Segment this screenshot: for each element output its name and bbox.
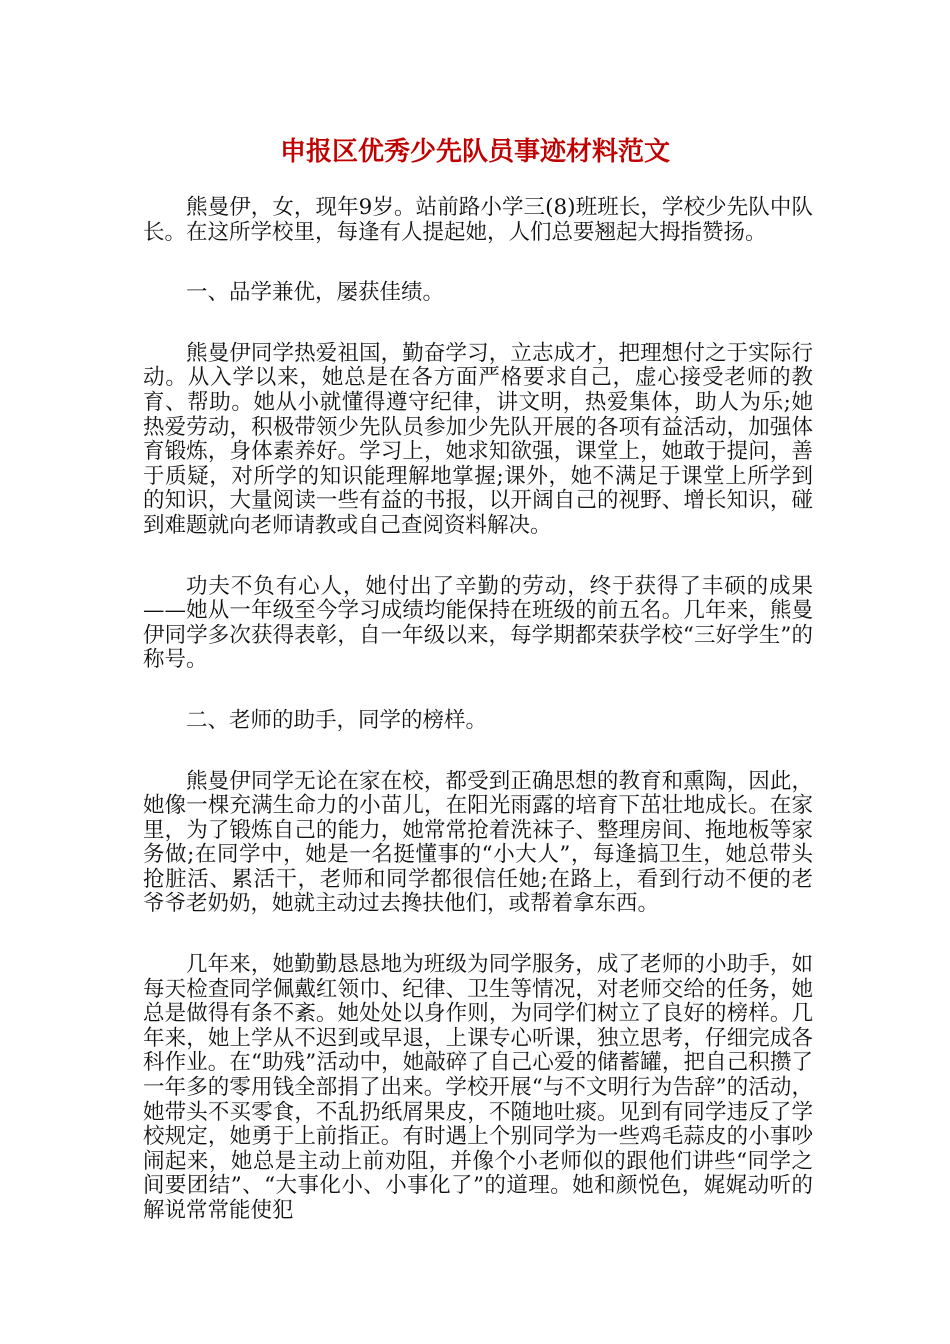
section-heading-2: 二、老师的助手，同学的榜样。 [186, 707, 488, 733]
intro-paragraph: 熊曼伊，女，现年9岁。站前路小学三(8)班班长，学校少先队中队长。在这所学校里，每逢有人提起她，人们总要翘起大拇指赞扬。 [143, 195, 813, 245]
body-paragraph: 熊曼伊同学无论在家在校，都受到正确思想的教育和熏陶，因此，她像一棵充满生命力的小苗儿，在阳光雨露的培育下茁壮地成长。在家里，为了锻炼自己的能力，她常常抢着洗袜子、整理房间、拖地板等家务做;在同学中，她是一名挺懂事的“小大人”，每逢搞卫生，她总带头抢脏活、累活干，老师和同学都很信任她;在路上，看到行动不便的老爷爷老奶奶，她就主动过去搀扶他们，或帮着拿东西。 [143, 768, 813, 917]
body-paragraph: 功夫不负有心人，她付出了辛勤的劳动，终于获得了丰硕的成果——她从一年级至今学习成绩均能保持在班级的前五名。几年来，熊曼伊同学多次获得表彰，自一年级以来，每学期都荣获学校“三好学生”的称号。 [143, 573, 813, 673]
body-paragraph: 几年来，她勤勤恳恳地为班级为同学服务，成了老师的小助手，如每天检查同学佩戴红领巾、纪律、卫生等情况，对老师交给的任务，她总是做得有条不紊。她处处以身作则，为同学们树立了良好的榜样。几年来，她上学从不迟到或早退，上课专心听课，独立思考，仔细完成各科作业。在“助残”活动中，她敲碎了自己心爱的储蓄罐，把自己积攒了一年多的零用钱全部捐了出来。学校开展“与不文明行为告辞”的活动，她带头不买零食，不乱扔纸屑果皮，不随地吐痰。见到有同学违反了学校规定，她勇于上前指正。有时遇上个别同学为一些鸡毛蒜皮的小事吵闹起来，她总是主动上前劝阻，并像个小老师似的跟他们讲些“同学之间要团结”、“大事化小、小事化了”的道理。她和颜悦色，娓娓动听的解说常常能使犯 [143, 952, 813, 1223]
document-body [143, 196, 813, 1260]
body-paragraph: 熊曼伊同学热爱祖国，勤奋学习，立志成才，把理想付之于实际行动。从入学以来，她总是在各方面严格要求自己，虚心接受老师的教育、帮助。她从小就懂得遵守纪律，讲文明，热爱集体，助人为乐;她热爱劳动，积极带领少先队员参加少先队开展的各项有益活动，加强体育锻炼，身体素养好。学习上，她求知欲强，课堂上，她敢于提问，善于质疑，对所学的知识能理解地掌握;课外，她不满足于课堂上所学到的知识，大量阅读一些有益的书报，以开阔自己的视野、增长知识，碰到难题就向老师请教或自己查阅资料解决。 [143, 340, 813, 538]
document-title: 申报区优秀少先队员事迹材料范文 [279, 137, 670, 167]
section-heading-1: 一、品学兼优，屡获佳绩。 [186, 280, 445, 306]
